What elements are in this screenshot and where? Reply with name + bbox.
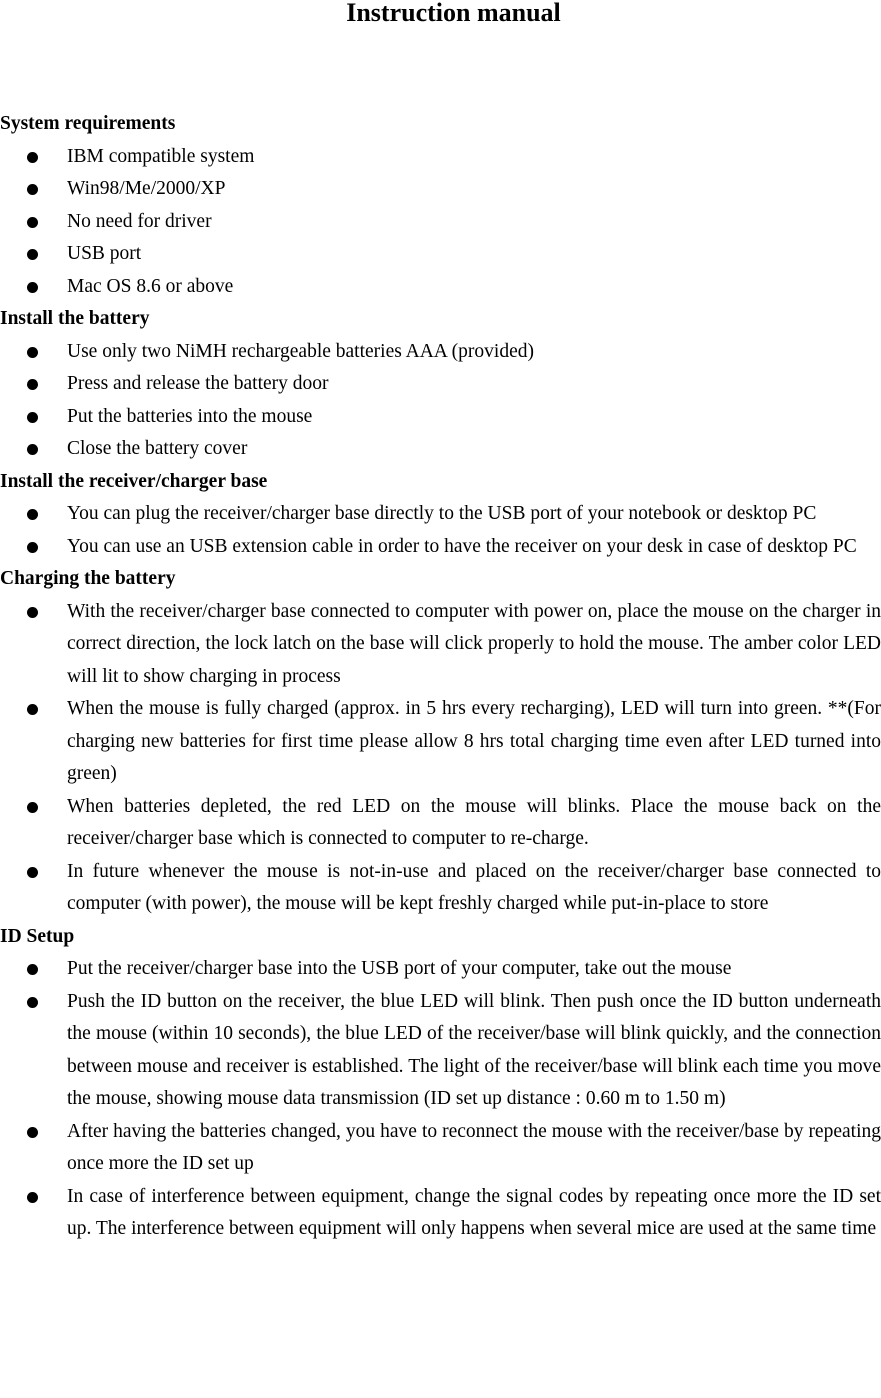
bullet-list xyxy=(0,953,881,1246)
list-item xyxy=(0,368,881,401)
list-item xyxy=(0,1181,881,1246)
section-heading: System requirements xyxy=(0,113,176,134)
list-item-text: Win98/Me/2000/XP xyxy=(67,178,226,199)
list-item-text: With the receiver/charger base connected to computer with power on, place the mouse on the charger in correct direction, the lock latch on the base will click properly to hold the mouse. The amber color LED will lit to show charging in process xyxy=(67,600,881,687)
list-item xyxy=(0,498,881,531)
bullet-list xyxy=(0,498,881,563)
list-item xyxy=(0,1116,881,1181)
list-item xyxy=(0,596,881,694)
bullet-list xyxy=(0,596,881,921)
bullet-icon xyxy=(27,509,38,520)
bullet-list xyxy=(0,141,881,304)
section-heading: ID Setup xyxy=(0,925,75,947)
list-item-text: Use only two NiMH rechargeable batteries AAA (provided) xyxy=(67,340,534,362)
bullet-icon xyxy=(27,412,38,423)
list-item xyxy=(0,206,881,239)
bullet-icon xyxy=(27,542,38,553)
section-install-battery xyxy=(0,303,881,466)
list-item xyxy=(0,531,881,564)
bullet-icon xyxy=(27,802,38,813)
bullet-icon xyxy=(27,867,38,878)
section-id-setup xyxy=(0,921,881,1246)
list-item xyxy=(0,953,881,986)
section-heading: Charging the battery xyxy=(0,568,176,589)
bullet-icon xyxy=(27,607,38,618)
list-item-text: No need for driver xyxy=(67,210,212,232)
bullet-list xyxy=(0,336,881,466)
bullet-icon xyxy=(27,217,38,228)
list-item-text: After having the batteries changed, you have to reconnect the mouse with the receiver/base by repeating once more the ID set up xyxy=(67,1120,881,1174)
bullet-icon xyxy=(27,379,38,390)
list-item xyxy=(0,271,881,304)
list-item xyxy=(0,336,881,369)
list-item xyxy=(0,173,881,206)
section-system-requirements xyxy=(0,108,881,303)
bullet-icon xyxy=(27,1192,38,1203)
list-item-text: Press and release the battery door xyxy=(67,373,329,394)
list-item-text: When the mouse is fully charged (approx. in 5 hrs every recharging), LED will turn into green. **(For charging new batteries for first time please allow 8 hrs total charging time even after LED turned into green) xyxy=(67,698,881,784)
list-item-text: Put the receiver/charger base into the USB port of your computer, take out the mouse xyxy=(67,958,732,979)
bullet-icon xyxy=(27,152,38,163)
bullet-icon xyxy=(27,347,38,358)
list-item xyxy=(0,141,881,174)
bullet-icon xyxy=(27,964,38,975)
list-item xyxy=(0,238,881,271)
bullet-icon xyxy=(27,997,38,1008)
section-charging-battery xyxy=(0,563,881,921)
bullet-icon xyxy=(27,184,38,195)
list-item-text: You can plug the receiver/charger base directly to the USB port of your notebook or desktop PC xyxy=(67,503,817,524)
list-item xyxy=(0,986,881,1116)
list-item-text: Close the battery cover xyxy=(67,438,248,459)
list-item xyxy=(0,401,881,434)
bullet-icon xyxy=(27,282,38,293)
bullet-icon xyxy=(27,1127,38,1138)
list-item-text: In case of interference between equipment, change the signal codes by repeating once more the ID set up. The interference between equipment will only happens when several mice are used at the same time xyxy=(67,1185,881,1239)
bullet-icon xyxy=(27,444,38,455)
list-item-text: When batteries depleted, the red LED on the mouse will blinks. Place the mouse back on the receiver/charger base which is connected to computer to re-charge. xyxy=(67,795,881,849)
list-item xyxy=(0,791,881,856)
list-item-text: IBM compatible system xyxy=(67,145,255,167)
section-install-receiver xyxy=(0,466,881,564)
list-item-text: USB port xyxy=(67,243,142,264)
bullet-icon xyxy=(27,249,38,260)
list-item-text: Push the ID button on the receiver, the blue LED will blink. Then push once the ID button underneath the mouse (within 10 seconds), the blue LED of the receiver/base will blink quickly, and the connection between mouse and receiver is established. The light of the receiver/base will blink each time you move the mouse, showing mouse data transmission (ID set up distance : 0.60 m to 1.50 m) xyxy=(67,990,881,1109)
section-heading: Install the receiver/charger base xyxy=(0,470,268,492)
section-heading: Install the battery xyxy=(0,308,150,329)
bullet-icon xyxy=(27,704,38,715)
page-title: Instruction manual xyxy=(346,0,561,27)
list-item-text: You can use an USB extension cable in order to have the receiver on your desk in case of desktop PC xyxy=(67,535,857,557)
list-item xyxy=(0,433,881,466)
list-item xyxy=(0,856,881,921)
list-item-text: In future whenever the mouse is not-in-use and placed on the receiver/charger base connected to computer (with power), the mouse will be kept freshly charged while put-in-place to store xyxy=(67,860,881,914)
list-item-text: Mac OS 8.6 or above xyxy=(67,275,234,297)
list-item-text: Put the batteries into the mouse xyxy=(67,405,313,427)
list-item xyxy=(0,693,881,791)
